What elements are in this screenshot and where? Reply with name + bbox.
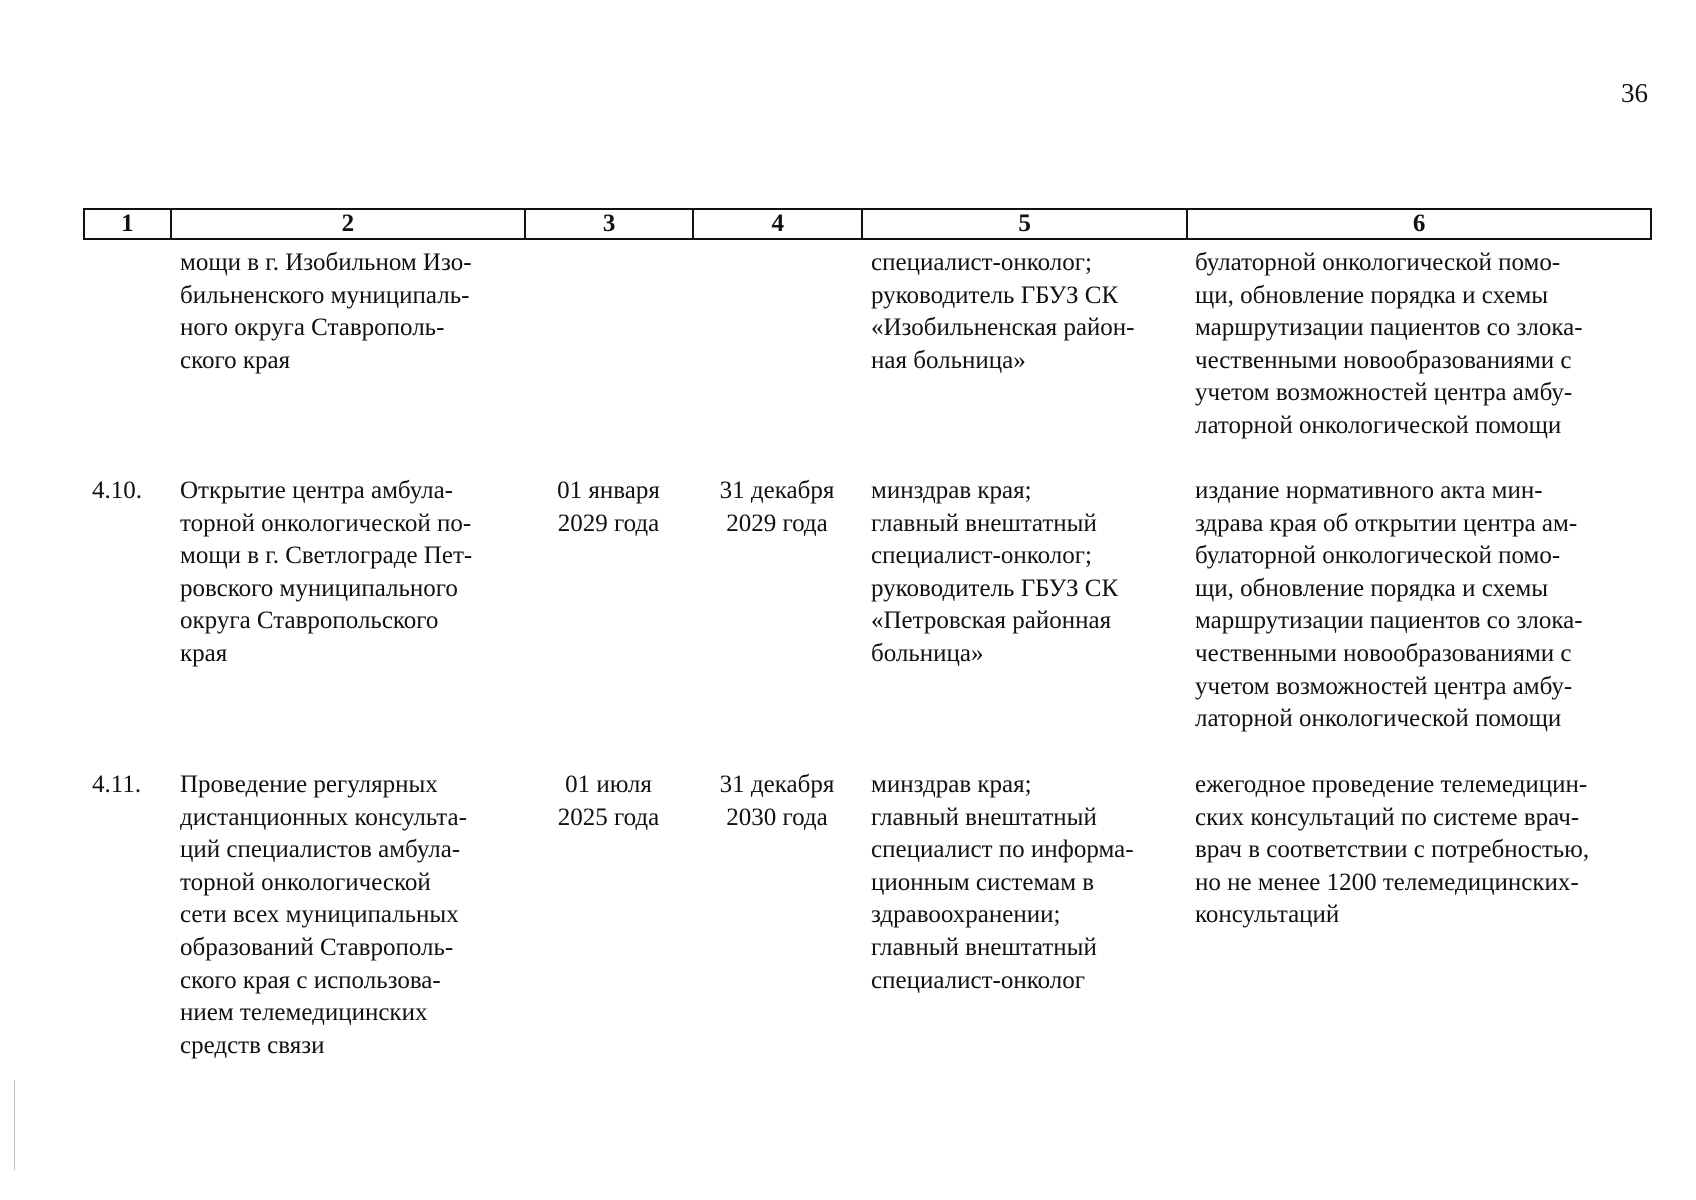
page-number: 36 (1621, 78, 1648, 108)
header-col-4: 4 (694, 210, 863, 238)
row-number: 4.11. (92, 771, 142, 798)
row-description: Открытие центра амбула- торной онкологической по- мощи в г. Светлограде Пет- ровского муниципального округа Ставропольского края (180, 477, 473, 667)
header-col-1: 1 (85, 210, 172, 238)
row-responsible: специалист-онколог; руководитель ГБУЗ СК «Изобильненская район- ная больница» (871, 249, 1135, 374)
row-result: издание нормативного акта мин- здрава края об открытии центра ам- булаторной онкологической помо- щи, обновление порядка и схемы маршрутизации пациентов со злока- чественными новообразованиями с учетом возможностей центра амбу- латорной онкологической помощи (1195, 477, 1583, 733)
row-start-date: 01 июля 2025 года (557, 771, 660, 831)
row-end-date: 31 декабря 2029 года (719, 477, 835, 537)
row-description: Проведение регулярных дистанционных консульта- ций специалистов амбула- торной онкологической сети всех муниципальных образований Ставрополь- ского края с использова- нием телемедицинских средств связи (180, 771, 467, 1059)
scan-margin-line (14, 1080, 15, 1170)
row-start-date: 01 января 2029 года (557, 477, 660, 537)
row-end-date: 31 декабря 2030 года (719, 771, 835, 831)
header-col-3: 3 (526, 210, 695, 238)
header-col-6: 6 (1412, 210, 1426, 237)
table-header-row (83, 208, 1652, 240)
row-responsible: минздрав края; главный внештатный специалист-онколог; руководитель ГБУЗ СК «Петровская районная больница» (871, 477, 1119, 667)
row-result: ежегодное проведение телемедицин- ских консультаций по системе врач- врач в соответствии с потребностью, но не менее 1200 телемедицинских- консультаций (1195, 771, 1590, 929)
row-responsible: минздрав края; главный внештатный специалист по информа- ционным системам в здравоохранении; главный внештатный специалист-онколог (871, 771, 1134, 994)
row-result: булаторной онкологической помо- щи, обновление порядка и схемы маршрутизации пациентов со злока- чественными новообразованиями с учетом возможностей центра амбу- латорной онкологической помощи (1195, 249, 1583, 439)
header-col-5: 5 (863, 210, 1188, 238)
header-col-2: 2 (172, 210, 526, 238)
row-number: 4.10. (92, 477, 142, 504)
row-description: мощи в г. Изобильном Изо- бильненского муниципаль- ного округа Ставрополь- ского края (180, 249, 472, 374)
